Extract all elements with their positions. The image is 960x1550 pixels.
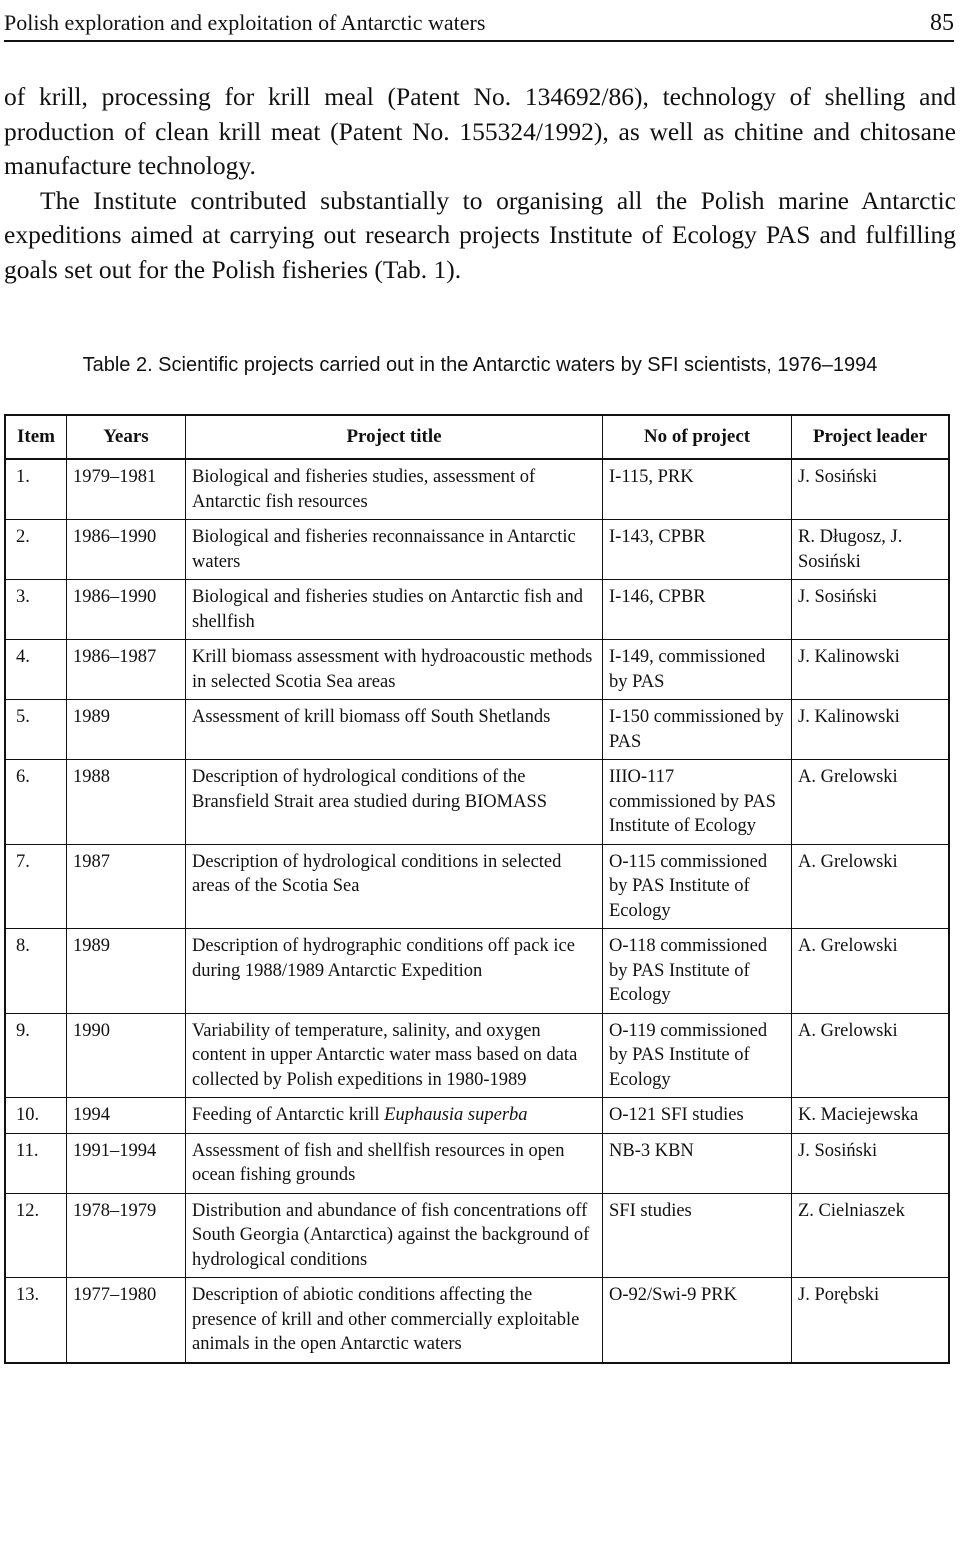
cell-leader: K. Maciejewska [792, 1098, 950, 1134]
table-row [5, 580, 949, 640]
cell-number: O-119 commissioned by PAS Institute of Ecology [603, 1013, 792, 1098]
body-text [4, 80, 956, 287]
header-leader: Project leader [792, 415, 950, 459]
cell-leader: J. Sosiński [792, 580, 950, 640]
cell-title: Biological and fisheries reconnaissance in Antarctic waters [186, 520, 603, 580]
cell-item: 6. [5, 760, 67, 845]
page-number: 85 [930, 10, 954, 36]
projects-table [4, 414, 950, 1364]
cell-leader: A. Grelowski [792, 760, 950, 845]
table-row [5, 459, 949, 520]
paragraph-1: of krill, processing for krill meal (Patent No. 134692/86), technology of shelling and production of clean krill meat (Patent No. 155324/1992), as well as chitine and chitosane manufacture technology. [4, 82, 956, 180]
header-number: No of project [603, 415, 792, 459]
cell-item: 7. [5, 844, 67, 929]
cell-title: Biological and fisheries studies, assessment of Antarctic fish resources [186, 459, 603, 520]
cell-item: 1. [16, 467, 30, 487]
cell-number: SFI studies [603, 1193, 792, 1278]
cell-leader: J. Porębski [792, 1278, 950, 1363]
cell-years: 1987 [67, 844, 186, 929]
cell-years: 1986–1990 [67, 520, 186, 580]
cell-years: 1991–1994 [67, 1133, 186, 1193]
cell-title: Distribution and abundance of fish concentrations off South Georgia (Antarctica) against the background of hydrological conditions [186, 1193, 603, 1278]
cell-item: 9. [5, 1013, 67, 1098]
cell-item: 8. [5, 929, 67, 1014]
cell-title: Variability of temperature, salinity, and oxygen content in upper Antarctic water mass based on data collected by Polish expeditions in 1980-1989 [186, 1013, 603, 1098]
table-caption: Table 2. Scientific projects carried out in the Antarctic waters by SFI scientists, 1976–1994 [82, 354, 878, 376]
cell-years: 1994 [67, 1098, 186, 1134]
header-title: Project title [186, 415, 603, 459]
cell-title: Krill biomass assessment with hydroacoustic methods in selected Scotia Sea areas [186, 640, 603, 700]
table-row [5, 1278, 949, 1363]
cell-number: O-115 commissioned by PAS Institute of Ecology [603, 844, 792, 929]
cell-years: 1989 [67, 929, 186, 1014]
running-head [4, 2, 954, 42]
cell-number: I-149, commissioned by PAS [603, 640, 792, 700]
title-text: Feeding of Antarctic krill [192, 1105, 385, 1125]
cell-title: Description of hydrological conditions of the Bransfield Strait area studied during BIOMASS [186, 760, 603, 845]
table-row [5, 760, 949, 845]
cell-number: IIIO-117 commissioned by PAS Institute of Ecology [603, 760, 792, 845]
header-item: Item [5, 415, 67, 459]
cell-leader: A. Grelowski [792, 1013, 950, 1098]
cell-item: 4. [5, 640, 67, 700]
table-row [5, 1133, 949, 1193]
cell-title: Biological and fisheries studies on Antarctic fish and shellfish [186, 580, 603, 640]
table-row [5, 1098, 949, 1134]
cell-years: 1978–1979 [67, 1193, 186, 1278]
cell-leader: A. Grelowski [792, 844, 950, 929]
cell-years: 1986–1987 [67, 640, 186, 700]
cell-item: 13. [5, 1278, 67, 1363]
cell-leader: J. Kalinowski [792, 640, 950, 700]
cell-number: I-115, PRK [603, 459, 792, 520]
cell-number: O-121 SFI studies [603, 1098, 792, 1134]
cell-title: Assessment of krill biomass off South Shetlands [186, 700, 603, 760]
cell-item: 5. [5, 700, 67, 760]
cell-leader: J. Kalinowski [792, 700, 950, 760]
cell-years: 1977–1980 [67, 1278, 186, 1363]
cell-number: I-146, CPBR [603, 580, 792, 640]
cell-leader: Z. Cielniaszek [792, 1193, 950, 1278]
cell-years: 1979–1981 [67, 459, 186, 520]
cell-title: Assessment of fish and shellfish resources in open ocean fishing grounds [186, 1133, 603, 1193]
cell-title: Description of hydrological conditions in selected areas of the Scotia Sea [186, 844, 603, 929]
cell-number: I-143, CPBR [603, 520, 792, 580]
cell-item: 12. [5, 1193, 67, 1278]
cell-years: 1990 [67, 1013, 186, 1098]
table-header-row [5, 415, 949, 459]
cell-leader: R. Długosz, J. Sosiński [792, 520, 950, 580]
cell-item: 11. [5, 1133, 67, 1193]
cell-title: Description of abiotic conditions affecting the presence of krill and other commercially exploitable animals in the open Antarctic waters [186, 1278, 603, 1363]
cell-number: O-92/Swi-9 PRK [603, 1278, 792, 1363]
header-years: Years [67, 415, 186, 459]
cell-leader: A. Grelowski [792, 929, 950, 1014]
cell-years: 1986–1990 [67, 580, 186, 640]
table-row [5, 844, 949, 929]
cell-leader: J. Sosiński [792, 459, 950, 520]
table-row [5, 520, 949, 580]
table-row [5, 929, 949, 1014]
cell-item: 2. [5, 520, 67, 580]
table-row [5, 1013, 949, 1098]
cell-number: O-118 commissioned by PAS Institute of Ecology [603, 929, 792, 1014]
cell-item: 3. [5, 580, 67, 640]
running-title: Polish exploration and exploitation of Antarctic waters [4, 10, 486, 35]
paragraph-2: The Institute contributed substantially to organising all the Polish marine Antarctic expeditions aimed at carrying out research projects Institute of Ecology PAS and fulfilling goals set out for the Polish fisheries (Tab. 1). [4, 185, 956, 284]
table-row [5, 1193, 949, 1278]
cell-item: 10. [5, 1098, 67, 1134]
table-row [5, 640, 949, 700]
cell-years: 1988 [67, 760, 186, 845]
cell-number: NB-3 KBN [603, 1133, 792, 1193]
cell-number: I-150 commissioned by PAS [603, 700, 792, 760]
table-row [5, 700, 949, 760]
cell-years: 1989 [67, 700, 186, 760]
cell-title: Description of hydrographic conditions off pack ice during 1988/1989 Antarctic Expedition [186, 929, 603, 1014]
cell-leader: J. Sosiński [792, 1133, 950, 1193]
cell-title [186, 1098, 603, 1134]
species-name: Euphausia superba [384, 1105, 528, 1125]
